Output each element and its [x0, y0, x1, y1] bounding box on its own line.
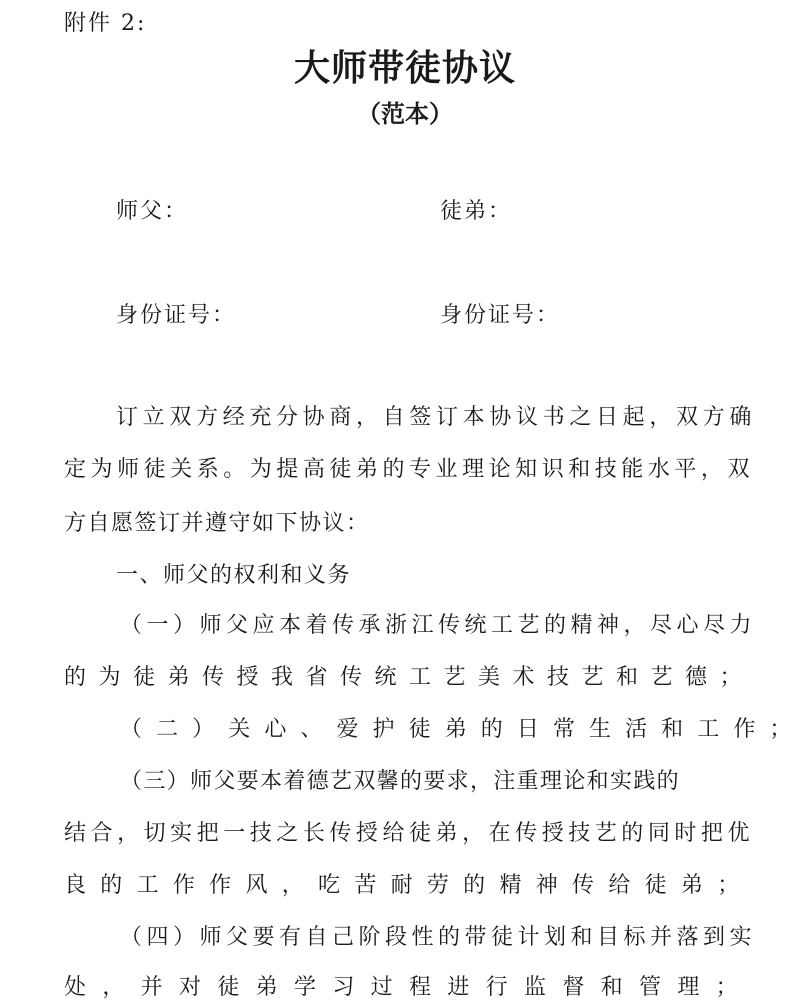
- body-line-2: 定为师徒关系。为提高徒弟的专业理论知识和技能水平，双: [64, 457, 755, 482]
- master-field: 师父：: [116, 199, 189, 224]
- body-line-9: 结合，切实把一技之长传授给徒弟，在传授技艺的同时把优: [64, 821, 755, 846]
- body-line-1: 订立双方经充分协商，自签订本协议书之日起，双方确: [116, 405, 757, 430]
- document-subtitle: （范本）: [357, 99, 453, 128]
- attachment-label: 附件 2:: [64, 11, 147, 36]
- body-line-5: （一）师父应本着传承浙江传统工艺的精神，尽心尽力: [120, 613, 757, 638]
- body-line-12: 处，并对徒弟学习过程进行监督和管理；: [64, 975, 755, 1000]
- body-line-8: （三）师父要本着德艺双馨的要求，注重理论和实践的: [120, 769, 681, 794]
- document-title: 大师带徒协议: [293, 47, 516, 89]
- body-line-7: （二）关心、爱护徒弟的日常生活和工作；: [120, 717, 806, 742]
- body-line-10: 良的工作作风，吃苦耐劳的精神传给徒弟；: [64, 873, 754, 898]
- section-heading-1: 一、师父的权利和义务: [116, 563, 352, 588]
- body-line-3: 方自愿签订并遵守如下协议：: [64, 511, 370, 536]
- master-id-field: 身份证号：: [116, 303, 237, 328]
- apprentice-id-field: 身份证号：: [440, 303, 561, 328]
- body-line-11: （四）师父要有自己阶段性的带徒计划和目标并落到实: [120, 925, 757, 950]
- apprentice-field: 徒弟：: [440, 199, 513, 224]
- body-line-6: 的为徒弟传授我省传统工艺美术技艺和艺德；: [64, 665, 755, 690]
